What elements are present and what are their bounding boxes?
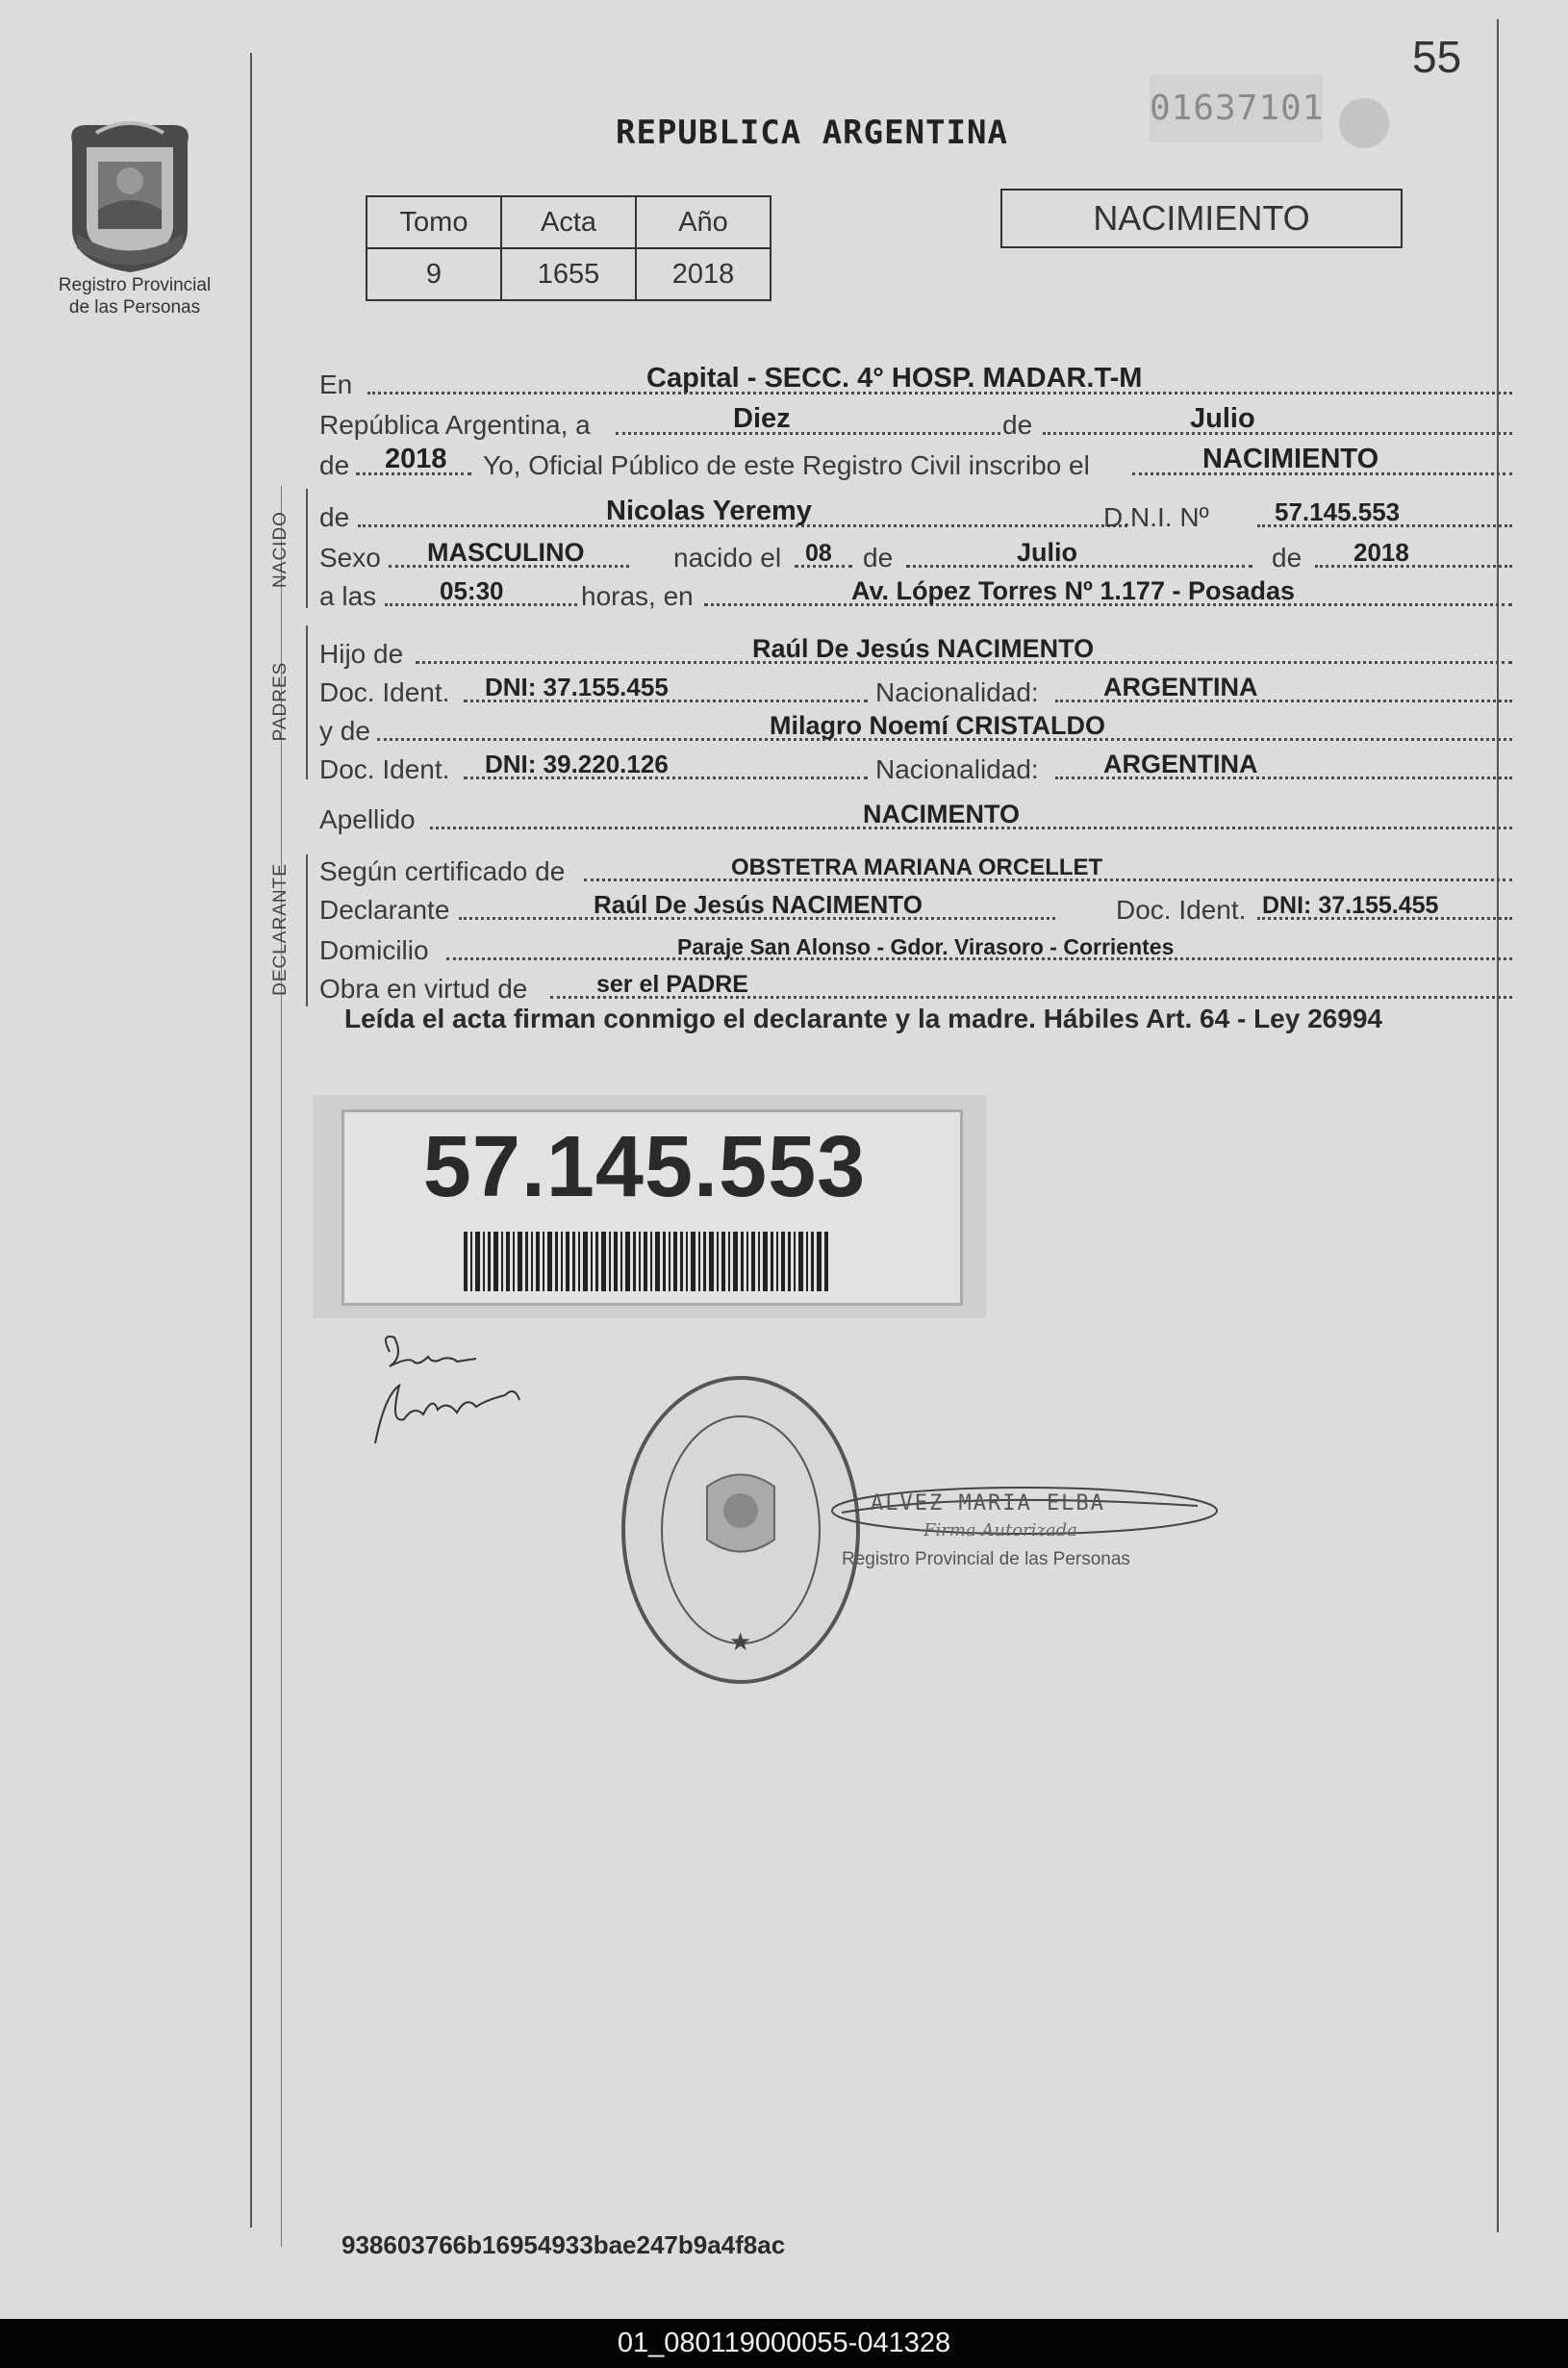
value-child-dni: 57.145.553 (1275, 497, 1401, 526)
row-declarante (319, 889, 1474, 928)
row-en (319, 364, 1474, 402)
value-birth-place: Av. López Torres Nº 1.177 - Posadas (851, 576, 1296, 605)
value-birth-month: Julio (1017, 538, 1078, 567)
logo-caption (38, 274, 231, 318)
value-apellido: NACIMENTO (863, 800, 1021, 828)
row-father (319, 633, 1474, 672)
section-label-padres: PADRES (270, 661, 291, 742)
svg-text:★: ★ (729, 1628, 752, 1657)
label-apellido: Apellido (319, 804, 416, 834)
dotted-line (1315, 565, 1512, 568)
register-value-acta: 1655 (501, 248, 636, 300)
value-domicilio: Paraje San Alonso - Gdor. Virasoro - Corrientes (677, 934, 1175, 959)
padres-bracket (306, 625, 308, 779)
left-margin-line (250, 53, 252, 2228)
row-year (319, 445, 1474, 483)
register-header-row (367, 196, 771, 248)
value-father-doc: DNI: 37.155.455 (485, 673, 669, 701)
label-nacionalidad: Nacionalidad: (875, 677, 1039, 707)
row-mother-doc (319, 749, 1474, 787)
record-type-box: NACIMIENTO (1000, 189, 1403, 248)
value-inscribe: NACIMIENTO (1202, 444, 1379, 474)
closing-statement: Leída el acta firman conmigo el declarante y la madre. Hábiles Art. 64 - Ley 26994 (344, 1004, 1382, 1033)
authorized-office: Registro Provincial de las Personas (842, 1549, 1130, 1569)
value-year: 2018 (385, 444, 447, 474)
label-dni: D.N.I. Nº (1103, 502, 1209, 532)
register-table (366, 195, 771, 301)
label-domicilio: Domicilio (319, 935, 429, 965)
row-apellido (319, 799, 1474, 837)
value-father-name: Raúl De Jesús NACIMENTO (752, 634, 1095, 663)
label-horas-en: horas, en (581, 581, 694, 611)
province-logo-icon (58, 114, 202, 277)
value-month: Julio (1190, 403, 1255, 434)
dotted-line (1043, 432, 1512, 435)
value-sex: MASCULINO (427, 538, 585, 567)
value-birth-year: 2018 (1353, 538, 1409, 567)
logo-caption-line1: Registro Provincial (58, 275, 212, 295)
value-obra: ser el PADRE (596, 971, 748, 998)
row-father-doc (319, 672, 1474, 710)
label-hijo-de: Hijo de (319, 639, 404, 669)
value-day: Diez (733, 403, 791, 434)
label-republica: República Argentina, a (319, 410, 591, 440)
value-declarante-name: Raúl De Jesús NACIMENTO (594, 890, 923, 919)
label-doc-ident: Doc. Ident. (319, 754, 450, 784)
document-title: REPUBLICA ARGENTINA (616, 114, 1008, 152)
label-officer: Yo, Oficial Público de este Registro Civil inscribo el (483, 450, 1090, 480)
declarant-signature (361, 1328, 534, 1453)
label-doc-ident: Doc. Ident. (319, 677, 450, 707)
label-sexo: Sexo (319, 543, 381, 573)
value-child-name: Nicolas Yeremy (606, 496, 812, 526)
label-segun-certificado: Según certificado de (319, 856, 566, 886)
value-father-nationality: ARGENTINA (1103, 673, 1258, 701)
section-label-declarante: DECLARANTE (270, 863, 291, 996)
label-doc-ident: Doc. Ident. (1116, 895, 1247, 925)
value-birth-day: 08 (805, 540, 832, 567)
nacido-bracket (306, 489, 308, 608)
value-certificado: OBSTETRA MARIANA ORCELLET (731, 854, 1103, 880)
label-de: de (863, 543, 894, 573)
register-value-anio: 2018 (636, 248, 771, 300)
label-year-prefix: de (319, 450, 350, 480)
label-de: de (1272, 543, 1302, 573)
barcode-icon (464, 1232, 829, 1291)
declarante-bracket (306, 854, 308, 1006)
register-header-acta: Acta (501, 196, 636, 248)
authorized-role: Firma Autorizada (923, 1520, 1077, 1540)
register-header-tomo: Tomo (367, 196, 501, 248)
label-nacionalidad: Nacionalidad: (875, 754, 1039, 784)
page-number: 55 (1412, 32, 1462, 82)
row-domicilio (319, 929, 1474, 968)
serial-smudge (1339, 98, 1389, 148)
footer-id-bar: 01_080119000055-041328 (0, 2319, 1568, 2368)
register-value-tomo: 9 (367, 248, 501, 300)
row-certificado (319, 851, 1474, 889)
label-de: de (1002, 410, 1033, 440)
dotted-line (616, 432, 1000, 435)
register-header-anio: Año (636, 196, 771, 248)
register-value-row (367, 248, 771, 300)
document-hash: 938603766b16954933bae247b9a4f8ac (341, 2230, 786, 2259)
serial-number: 01637101 (1150, 75, 1323, 142)
logo-caption-line2: de las Personas (68, 297, 201, 318)
row-nacido-time (319, 575, 1474, 614)
section-label-nacido: NACIDO (270, 511, 291, 588)
value-birth-time: 05:30 (440, 576, 504, 605)
row-nacido-sex (319, 537, 1474, 575)
label-de: de (319, 502, 350, 532)
value-mother-nationality: ARGENTINA (1103, 750, 1258, 778)
label-y-de: y de (319, 716, 370, 746)
label-en: En (319, 369, 353, 399)
label-declarante: Declarante (319, 895, 450, 925)
label-obra: Obra en virtud de (319, 974, 528, 1004)
value-mother-doc: DNI: 39.220.126 (485, 750, 669, 778)
dni-sticker-number: 57.145.553 (422, 1119, 867, 1215)
right-margin-line (1497, 19, 1499, 2232)
authorized-official-name: ALVEZ MARIA ELBA (871, 1491, 1105, 1515)
row-republica (319, 404, 1474, 443)
label-nacido-el: nacido el (673, 543, 782, 573)
row-nacido-name (319, 497, 1474, 535)
row-mother (319, 710, 1474, 749)
dotted-line (906, 565, 1252, 568)
label-a-las: a las (319, 581, 377, 611)
value-mother-name: Milagro Noemí CRISTALDO (770, 711, 1106, 740)
value-place: Capital - SECC. 4° HOSP. MADAR.T-M (646, 363, 1143, 394)
value-declarante-doc: DNI: 37.155.455 (1262, 892, 1439, 919)
